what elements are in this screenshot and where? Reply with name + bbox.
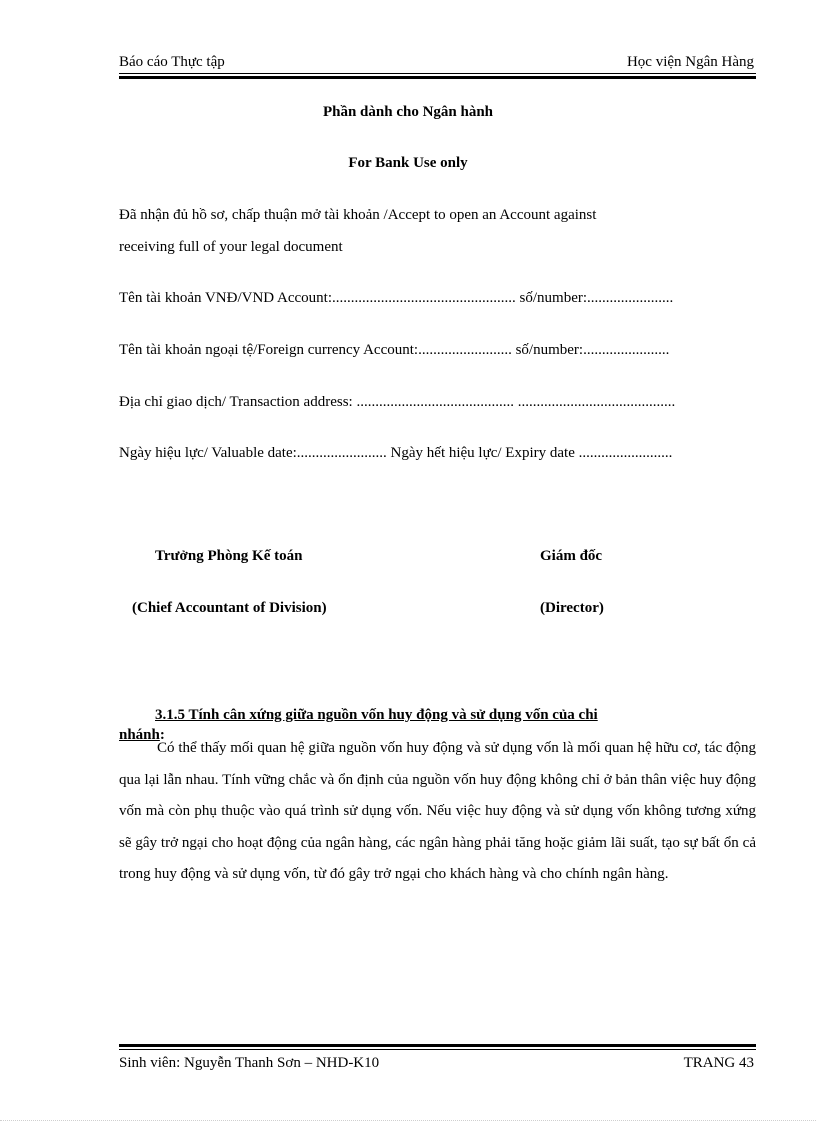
- field-dates: Ngày hiệu lực/ Valuable date:........................ Ngày hết hiệu lực/ Expiry date .........................: [119, 445, 673, 461]
- header-left-text: Báo cáo Thực tập: [119, 54, 225, 70]
- section-heading-colon: :: [159, 727, 165, 743]
- director-title-vi: Giám đốc: [540, 548, 603, 564]
- footer-page-number: TRANG 43: [683, 1055, 754, 1071]
- footer-rule-thick: [119, 1044, 756, 1047]
- section-heading-line2: nhánh: [119, 727, 160, 743]
- field-vnd-account: Tên tài khoản VNĐ/VND Account:................................................. số/number:.......................: [119, 290, 674, 306]
- section-heading-line1: 3.1.5 Tính cân xứng giữa nguồn vốn huy động và sử dụng vốn của chi: [155, 707, 598, 723]
- page-bottom-edge: [0, 1120, 816, 1121]
- header-right-text: Học viện Ngân Hàng: [626, 54, 754, 70]
- section-paragraph: Có thể thấy mối quan hệ giữa nguồn vốn huy động và sử dụng vốn là mối quan hệ hữu cơ, tác động qua lại lẫn nhau. Tính vững chắc và ổn định của nguồn vốn huy động không chỉ ở bản thân việc huy động vốn mà còn phụ thuộc vào quá trình sử dụng vốn. Nếu việc huy động và sử dụng vốn không tương xứng sẽ gây trở ngại cho hoạt động của ngân hàng, các ngân hàng phải tăng hoặc giảm lãi suất, tạo sự bất ổn cả trong huy động và sử dụng vốn, từ đó gây trở ngại cho khách hàng và cho chính ngân hàng.: [119, 740, 756, 883]
- accept-line-1: Đã nhận đủ hồ sơ, chấp thuận mở tài khoản /Accept to open an Account against: [119, 207, 597, 223]
- footer-rule-thin: [119, 1049, 756, 1050]
- chief-accountant-title-en: (Chief Accountant of Division): [132, 600, 327, 616]
- field-transaction-address: Địa chỉ giao dịch/ Transaction address: .......................................... ..........................................: [119, 394, 676, 410]
- chief-accountant-title-vi: Trưởng Phòng Kế toán: [155, 548, 303, 564]
- accept-line-2: receiving full of your legal document: [119, 239, 343, 255]
- footer-student-name: Sinh viên: Nguyễn Thanh Sơn – NHD-K10: [119, 1055, 380, 1071]
- bank-section-title-vi: Phần dành cho Ngân hành: [322, 104, 494, 120]
- director-title-en: (Director): [540, 600, 604, 616]
- header-rule-thin: [119, 73, 756, 74]
- bank-section-title-en: For Bank Use only: [348, 155, 468, 171]
- field-foreign-account: Tên tài khoản ngoại tệ/Foreign currency Account:......................... số/number:.......................: [119, 342, 670, 358]
- header-rule-thick: [119, 76, 756, 79]
